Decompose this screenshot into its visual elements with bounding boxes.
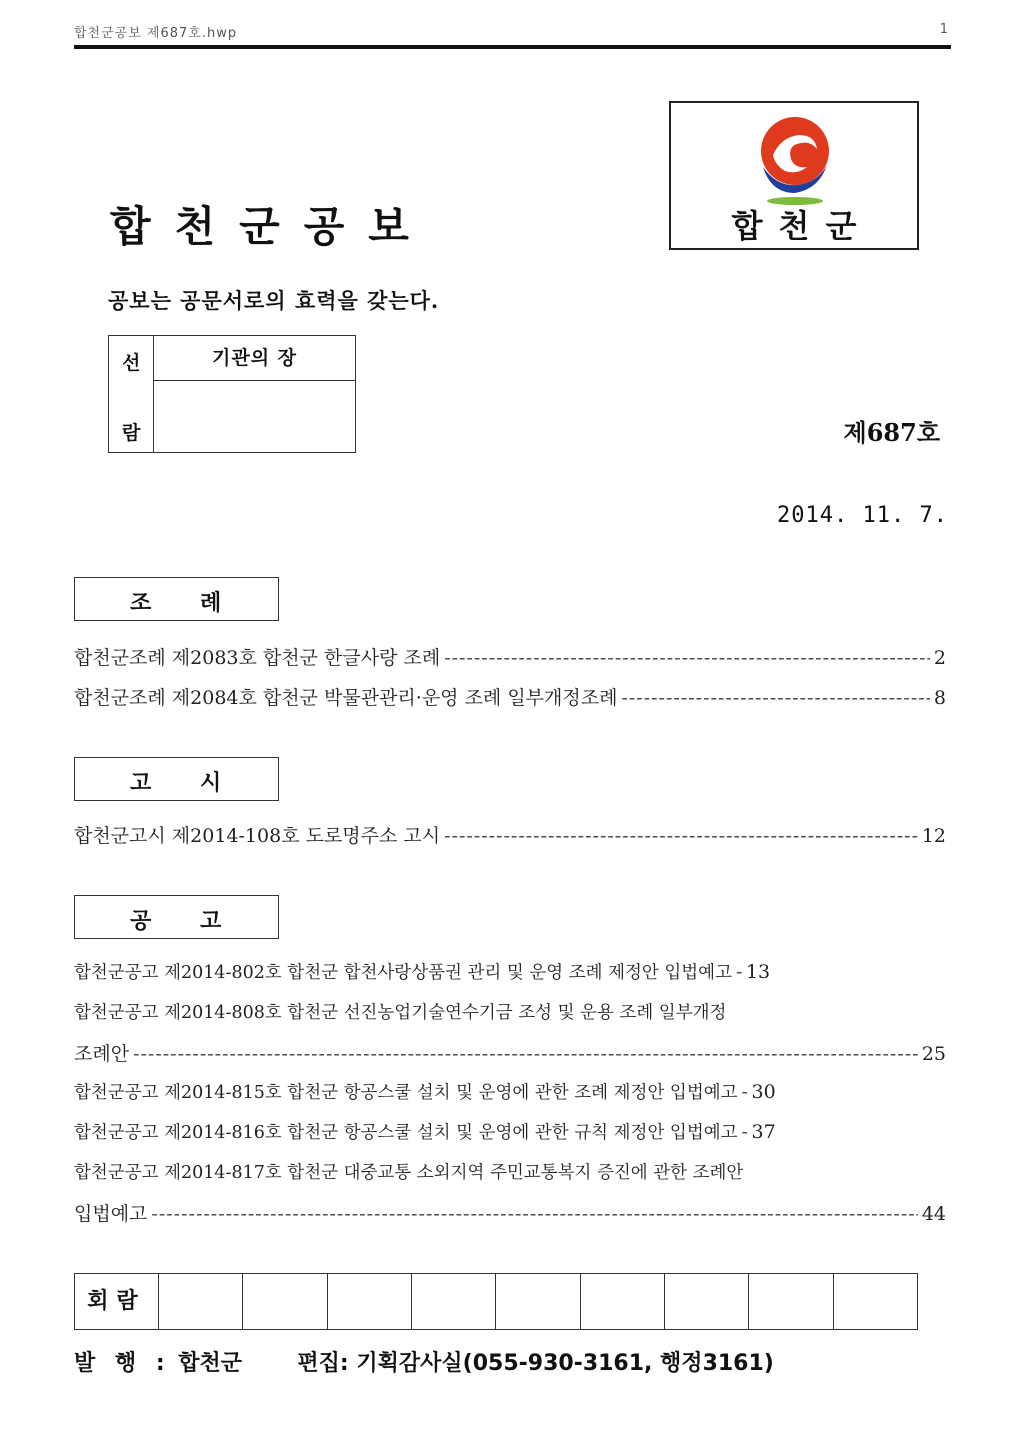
header-rule bbox=[74, 45, 951, 49]
toc-entry[interactable] bbox=[74, 1079, 946, 1105]
signature-cell[interactable] bbox=[328, 1274, 412, 1329]
toc-entry-page: 44 bbox=[921, 1203, 946, 1225]
toc-entry-title: 합천군공고 제2014-815호 합천군 항공스쿨 설치 및 운영에 관한 조례 제정안 입법예고 bbox=[74, 1083, 738, 1103]
section-label-char: 고 bbox=[130, 771, 152, 796]
toc-entry-page: 8 bbox=[933, 687, 946, 709]
toc-entry[interactable] bbox=[74, 643, 946, 669]
section-label-char: 공 bbox=[130, 909, 152, 934]
editor-contact: 기획감사실(055-930-3161, 행정3161) bbox=[356, 1351, 774, 1376]
editor-label: 편집: bbox=[297, 1351, 349, 1376]
toc-entry[interactable] bbox=[74, 999, 946, 1025]
toc-leader bbox=[621, 687, 929, 709]
circulation-table bbox=[74, 1273, 918, 1330]
signature-cell[interactable] bbox=[412, 1274, 496, 1329]
toc-entry[interactable] bbox=[74, 1039, 946, 1065]
toc-entry-page: 12 bbox=[921, 825, 946, 847]
signature-cell[interactable] bbox=[834, 1274, 917, 1329]
publisher-label: 발 행 : bbox=[74, 1351, 171, 1376]
toc-entry[interactable] bbox=[74, 821, 946, 847]
toc-entry-page: 25 bbox=[921, 1043, 946, 1065]
toc-leader bbox=[151, 1203, 917, 1225]
toc-entry[interactable] bbox=[74, 1159, 946, 1185]
county-logo-box bbox=[669, 101, 919, 250]
toc-entry-title: 합천군공고 제2014-817호 합천군 대중교통 소외지역 주민교통복지 증진에 관한 조례안 bbox=[74, 1163, 744, 1183]
publication-footer bbox=[74, 1346, 774, 1377]
gazette-subtitle: 공보는 공문서로의 효력을 갖는다. bbox=[108, 288, 440, 313]
toc-entry-title: 합천군조례 제2084호 합천군 박물관관리·운영 조례 일부개정조례 bbox=[74, 687, 618, 709]
toc-entry[interactable] bbox=[74, 1119, 946, 1145]
section-label-char: 조 bbox=[130, 591, 152, 616]
section-label-char: 시 bbox=[200, 771, 222, 796]
county-emblem-icon bbox=[757, 115, 833, 207]
toc-entry[interactable] bbox=[74, 1199, 946, 1225]
gazette-title: 합천군공보 bbox=[110, 202, 433, 251]
approval-label-bottom: 람 bbox=[122, 422, 141, 444]
publisher-name: 합천군 bbox=[178, 1351, 243, 1376]
toc-entry-title: 합천군고시 제2014-108호 도로명주소 고시 bbox=[74, 825, 441, 847]
section-heading-notice bbox=[74, 757, 279, 801]
section-heading-ordinance bbox=[74, 577, 279, 621]
signature-cell[interactable] bbox=[665, 1274, 749, 1329]
section-label-char: 례 bbox=[200, 591, 222, 616]
toc-entry-title: 합천군조례 제2083호 합천군 한글사랑 조례 bbox=[74, 647, 441, 669]
toc-entry-page: 2 bbox=[933, 647, 946, 669]
page-header bbox=[74, 20, 950, 42]
toc-leader bbox=[742, 1121, 748, 1143]
toc-entry[interactable] bbox=[74, 683, 946, 709]
issue-date: 2014. 11. 7. bbox=[777, 503, 948, 528]
section-heading-announcement bbox=[74, 895, 279, 939]
header-page-number: 1 bbox=[939, 22, 948, 37]
signature-cell[interactable] bbox=[243, 1274, 327, 1329]
toc-leader bbox=[444, 647, 930, 669]
section-label-char: 고 bbox=[200, 909, 222, 934]
signature-cell[interactable] bbox=[581, 1274, 665, 1329]
toc-entry-title: 합천군공고 제2014-808호 합천군 선진농업기술연수기금 조성 및 운용 조례 일부개정 bbox=[74, 1003, 727, 1023]
toc-leader bbox=[133, 1043, 918, 1065]
signature-cell[interactable] bbox=[159, 1274, 243, 1329]
toc-entry[interactable] bbox=[74, 959, 946, 985]
logo-county-name: 합천군 bbox=[731, 207, 873, 245]
toc-entry-page: 13 bbox=[745, 961, 771, 983]
toc-entry-page: 37 bbox=[751, 1121, 776, 1143]
toc-leader bbox=[444, 825, 918, 847]
issue-number: 제687호 bbox=[843, 418, 940, 447]
signature-cell[interactable] bbox=[749, 1274, 833, 1329]
approval-label-top: 선 bbox=[122, 352, 141, 374]
toc-leader bbox=[742, 1081, 748, 1103]
toc-entry-title: 합천군공고 제2014-816호 합천군 항공스쿨 설치 및 운영에 관한 규칙 제정안 입법예고 bbox=[74, 1123, 738, 1143]
toc-leader bbox=[736, 961, 742, 983]
header-filename: 합천군공보 제687호.hwp bbox=[74, 26, 238, 41]
toc-entry-title: 합천군공고 제2014-802호 합천군 합천사랑상품권 관리 및 운영 조례 제정안 입법예고 bbox=[74, 963, 732, 983]
approval-table bbox=[108, 335, 356, 453]
toc-entry-title: 조례안 bbox=[74, 1043, 130, 1065]
circulation-label: 회람 bbox=[75, 1274, 159, 1329]
approval-label-column bbox=[109, 336, 154, 452]
approval-head-cell: 기관의 장 bbox=[154, 336, 355, 381]
toc-entry-page: 30 bbox=[751, 1081, 776, 1103]
signature-cell[interactable] bbox=[496, 1274, 580, 1329]
toc-entry-title: 입법예고 bbox=[74, 1203, 148, 1225]
